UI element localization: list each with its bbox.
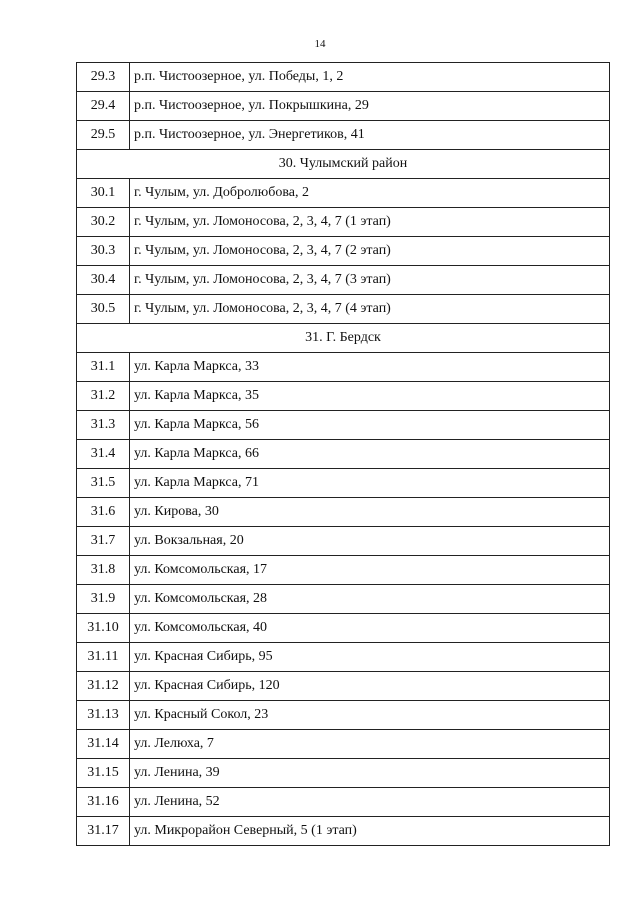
row-number: 31.11 [77, 643, 130, 672]
row-number: 30.1 [77, 179, 130, 208]
row-number: 30.2 [77, 208, 130, 237]
table-row [77, 295, 610, 324]
table-row [77, 498, 610, 527]
page-number: 14 [314, 38, 326, 50]
row-number: 31.3 [77, 411, 130, 440]
row-number: 30.3 [77, 237, 130, 266]
table-row [77, 179, 610, 208]
row-number: 31.14 [77, 730, 130, 759]
row-address: ул. Микрорайон Северный, 5 (1 этап) [130, 817, 610, 846]
section-header-row [77, 150, 610, 179]
table-row [77, 382, 610, 411]
table-row [77, 208, 610, 237]
row-address: г. Чулым, ул. Ломоносова, 2, 3, 4, 7 (3 этап) [130, 266, 610, 295]
section-title: 31. Г. Бердск [77, 324, 610, 353]
row-address: ул. Комсомольская, 40 [130, 614, 610, 643]
row-number: 31.10 [77, 614, 130, 643]
table-row [77, 556, 610, 585]
table-row [77, 585, 610, 614]
table-row [77, 817, 610, 846]
row-address: р.п. Чистоозерное, ул. Победы, 1, 2 [130, 63, 610, 92]
row-address: г. Чулым, ул. Ломоносова, 2, 3, 4, 7 (1 этап) [130, 208, 610, 237]
table-row [77, 788, 610, 817]
row-address: ул. Вокзальная, 20 [130, 527, 610, 556]
row-number: 31.8 [77, 556, 130, 585]
row-address: р.п. Чистоозерное, ул. Энергетиков, 41 [130, 121, 610, 150]
row-address: ул. Карла Маркса, 35 [130, 382, 610, 411]
row-number: 31.15 [77, 759, 130, 788]
row-number: 31.9 [77, 585, 130, 614]
table-row [77, 411, 610, 440]
address-table [76, 62, 610, 846]
row-number: 31.12 [77, 672, 130, 701]
table-row [77, 63, 610, 92]
row-address: ул. Красный Сокол, 23 [130, 701, 610, 730]
table-row [77, 121, 610, 150]
row-address: ул. Комсомольская, 17 [130, 556, 610, 585]
row-address: ул. Карла Маркса, 56 [130, 411, 610, 440]
row-number: 31.7 [77, 527, 130, 556]
row-number: 31.16 [77, 788, 130, 817]
row-address: р.п. Чистоозерное, ул. Покрышкина, 29 [130, 92, 610, 121]
row-number: 31.5 [77, 469, 130, 498]
table-row [77, 759, 610, 788]
section-title: 30. Чулымский район [77, 150, 610, 179]
table-row [77, 237, 610, 266]
row-address: ул. Карла Маркса, 33 [130, 353, 610, 382]
table-row [77, 614, 610, 643]
row-address: г. Чулым, ул. Ломоносова, 2, 3, 4, 7 (4 этап) [130, 295, 610, 324]
row-number: 29.4 [77, 92, 130, 121]
table-row [77, 266, 610, 295]
row-address: г. Чулым, ул. Ломоносова, 2, 3, 4, 7 (2 этап) [130, 237, 610, 266]
row-address: ул. Лелюха, 7 [130, 730, 610, 759]
row-number: 31.4 [77, 440, 130, 469]
table-row [77, 353, 610, 382]
row-address: ул. Комсомольская, 28 [130, 585, 610, 614]
row-address: ул. Красная Сибирь, 95 [130, 643, 610, 672]
table-row [77, 92, 610, 121]
row-address: ул. Красная Сибирь, 120 [130, 672, 610, 701]
row-number: 31.2 [77, 382, 130, 411]
row-number: 31.17 [77, 817, 130, 846]
row-number: 29.5 [77, 121, 130, 150]
row-address: ул. Карла Маркса, 66 [130, 440, 610, 469]
row-number: 31.13 [77, 701, 130, 730]
row-address: ул. Карла Маркса, 71 [130, 469, 610, 498]
row-address: ул. Кирова, 30 [130, 498, 610, 527]
table-row [77, 730, 610, 759]
table-row [77, 672, 610, 701]
row-number: 31.1 [77, 353, 130, 382]
address-table-body [77, 63, 610, 846]
row-number: 29.3 [77, 63, 130, 92]
row-address: ул. Ленина, 39 [130, 759, 610, 788]
table-row [77, 701, 610, 730]
row-address: г. Чулым, ул. Добролюбова, 2 [130, 179, 610, 208]
table-row [77, 440, 610, 469]
section-header-row [77, 324, 610, 353]
table-row [77, 527, 610, 556]
table-row [77, 643, 610, 672]
row-address: ул. Ленина, 52 [130, 788, 610, 817]
row-number: 30.5 [77, 295, 130, 324]
row-number: 30.4 [77, 266, 130, 295]
table-row [77, 469, 610, 498]
row-number: 31.6 [77, 498, 130, 527]
